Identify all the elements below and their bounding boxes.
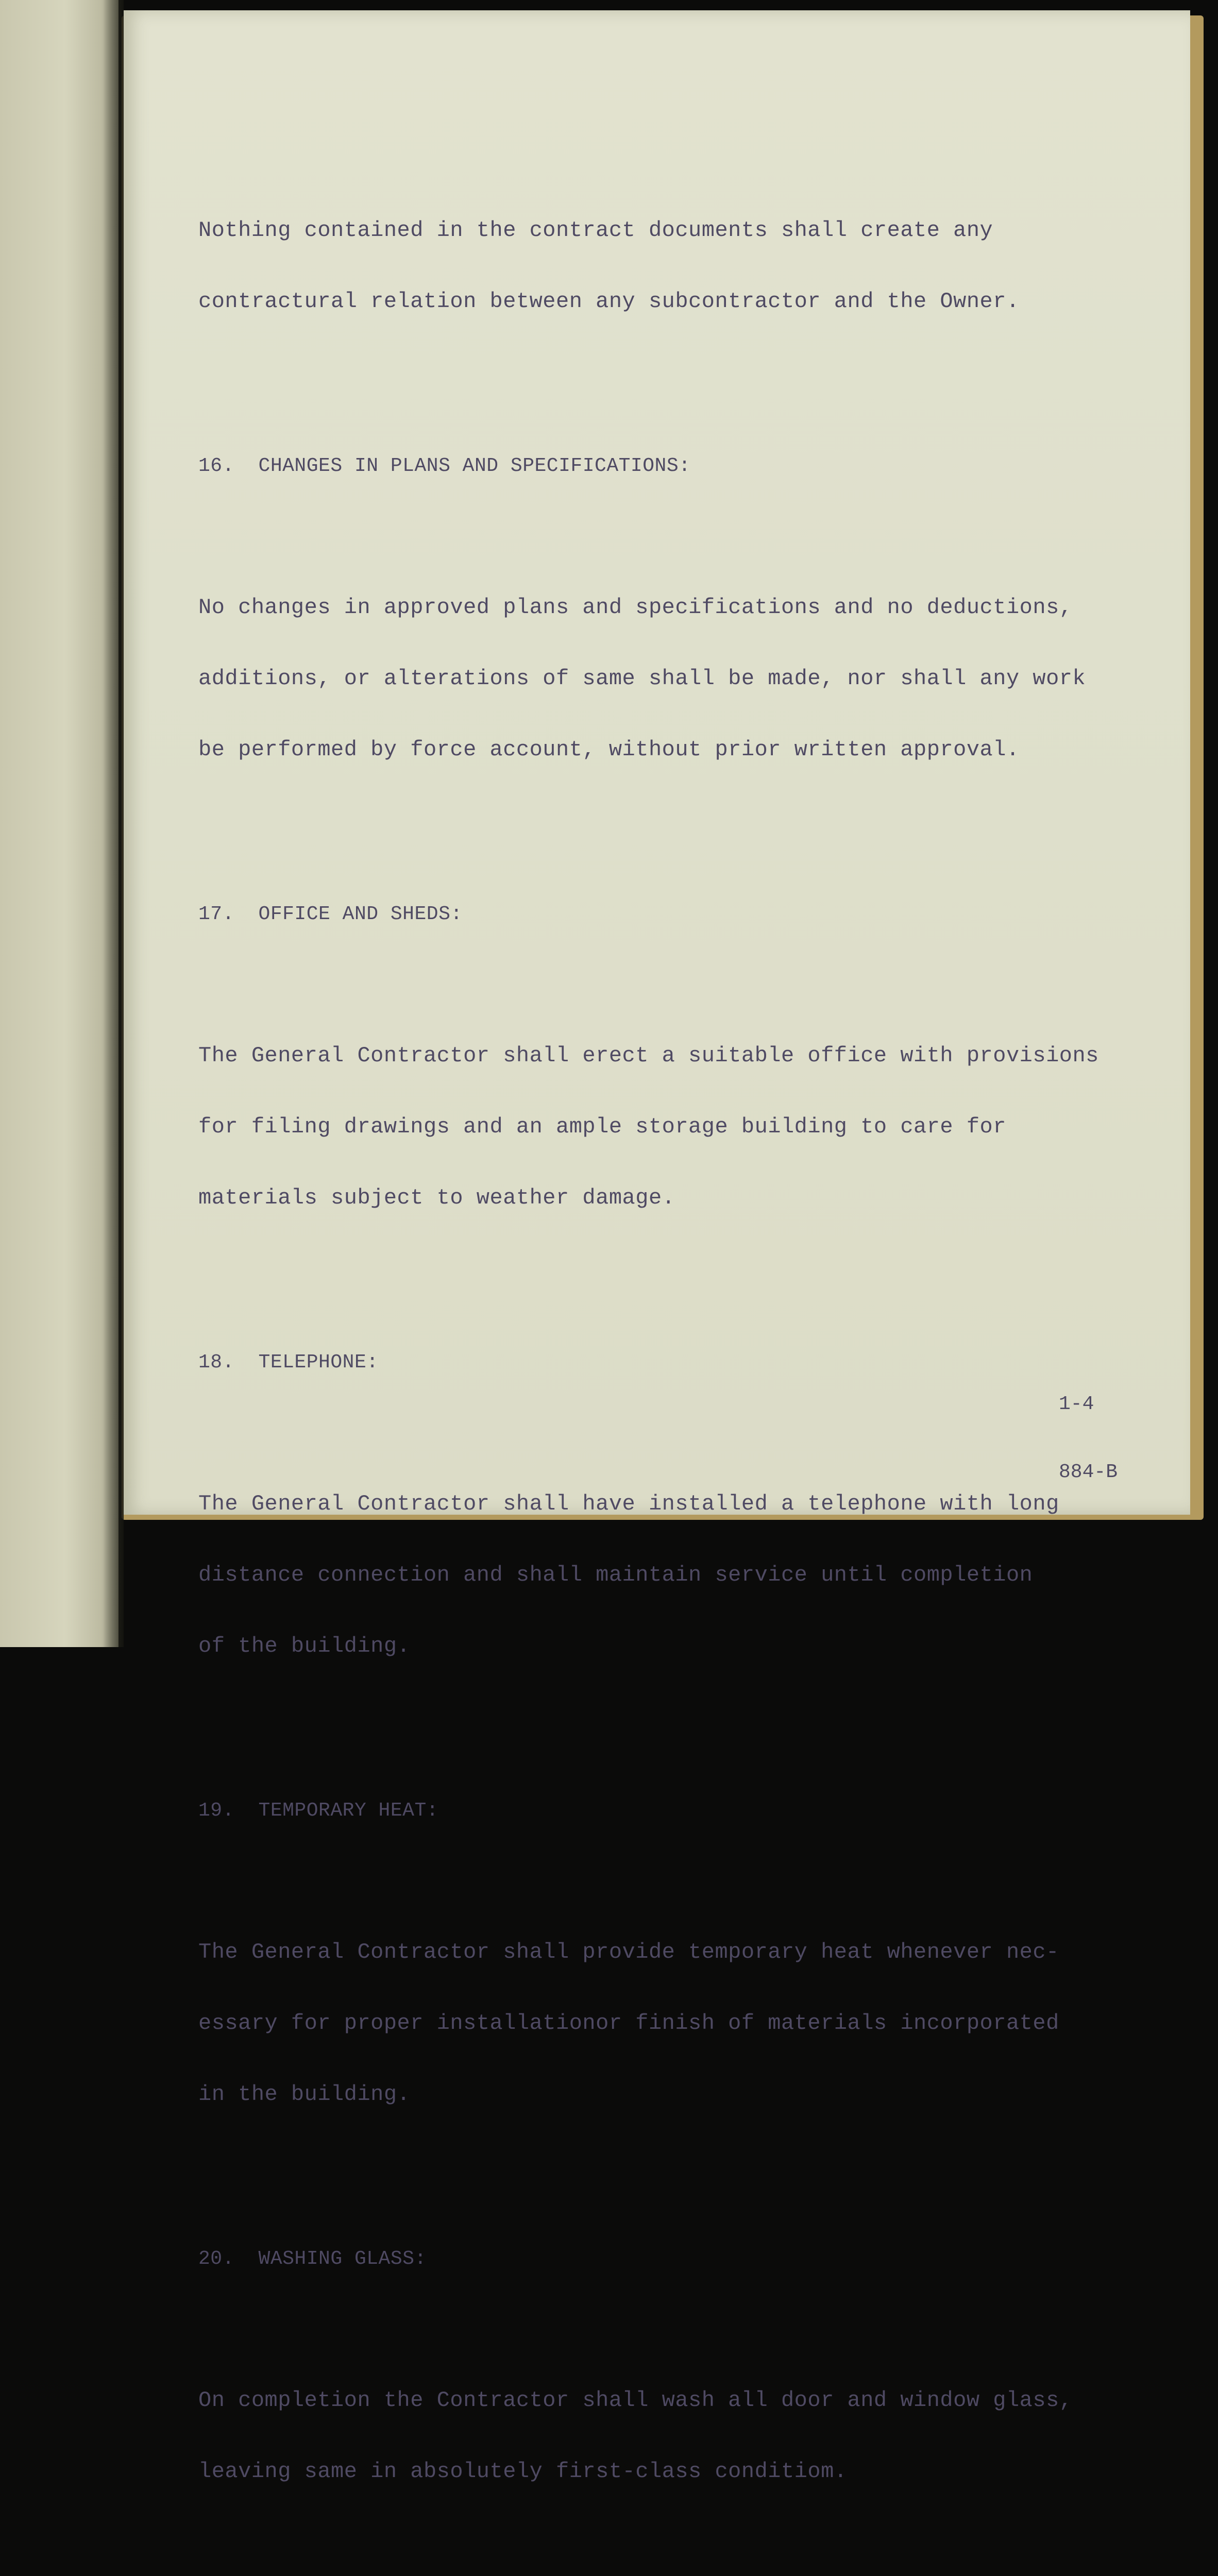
text-line: contractural relation between any subcontractor and the Owner. xyxy=(198,289,1020,314)
text-line: for filing drawings and an ample storage building to care for xyxy=(198,1114,1006,1139)
document-code: 884-B xyxy=(1059,1461,1118,1483)
text-line: essary for proper installationor finish of materials incorporated xyxy=(198,2011,1059,2036)
section-heading-20: 20. WASHING GLASS: xyxy=(198,2248,427,2270)
text-line: The General Contractor shall provide temporary heat whenever nec- xyxy=(198,1940,1059,1964)
text-line: leaving same in absolutely first-class conditiom. xyxy=(198,2459,848,2484)
text-line: distance connection and shall maintain service until completion xyxy=(198,1563,1033,1587)
document-body xyxy=(198,124,1157,2576)
text-line: On completion the Contractor shall wash all door and window glass, xyxy=(198,2388,1073,2413)
text-line: be performed by force account, without prior written approval. xyxy=(198,737,1020,762)
section-heading-18: 18. TELEPHONE: xyxy=(198,1351,379,1374)
text-line: additions, or alterations of same shall be made, nor shall any work xyxy=(198,666,1086,691)
text-line: The General Contractor shall have installed a telephone with long xyxy=(198,1492,1059,1516)
section-heading-17: 17. OFFICE AND SHEDS: xyxy=(198,903,463,925)
page-number: 1-4 xyxy=(1059,1393,1094,1415)
page-footer xyxy=(1059,1348,1118,1506)
paragraph-17 xyxy=(198,996,1157,1257)
paragraph-16 xyxy=(198,548,1157,809)
paragraph-20 xyxy=(198,2341,1157,2531)
text-line: in the building. xyxy=(198,2082,411,2107)
text-line: of the building. xyxy=(198,1634,411,1658)
paragraph-19 xyxy=(198,1893,1157,2154)
text-line: materials subject to weather damage. xyxy=(198,1185,675,1210)
text-line: Nothing contained in the contract documents shall create any xyxy=(198,218,993,243)
paragraph-intro xyxy=(198,171,1157,361)
text-line: The General Contractor shall erect a suitable office with provisions xyxy=(198,1043,1099,1068)
binding-shadow xyxy=(103,0,124,1647)
facing-page-edge xyxy=(0,0,119,1647)
text-line: No changes in approved plans and specifications and no deductions, xyxy=(198,595,1073,620)
paragraph-18 xyxy=(198,1445,1157,1705)
section-heading-19: 19. TEMPORARY HEAT: xyxy=(198,1800,439,1822)
section-heading-16: 16. CHANGES IN PLANS AND SPECIFICATIONS: xyxy=(198,455,691,477)
